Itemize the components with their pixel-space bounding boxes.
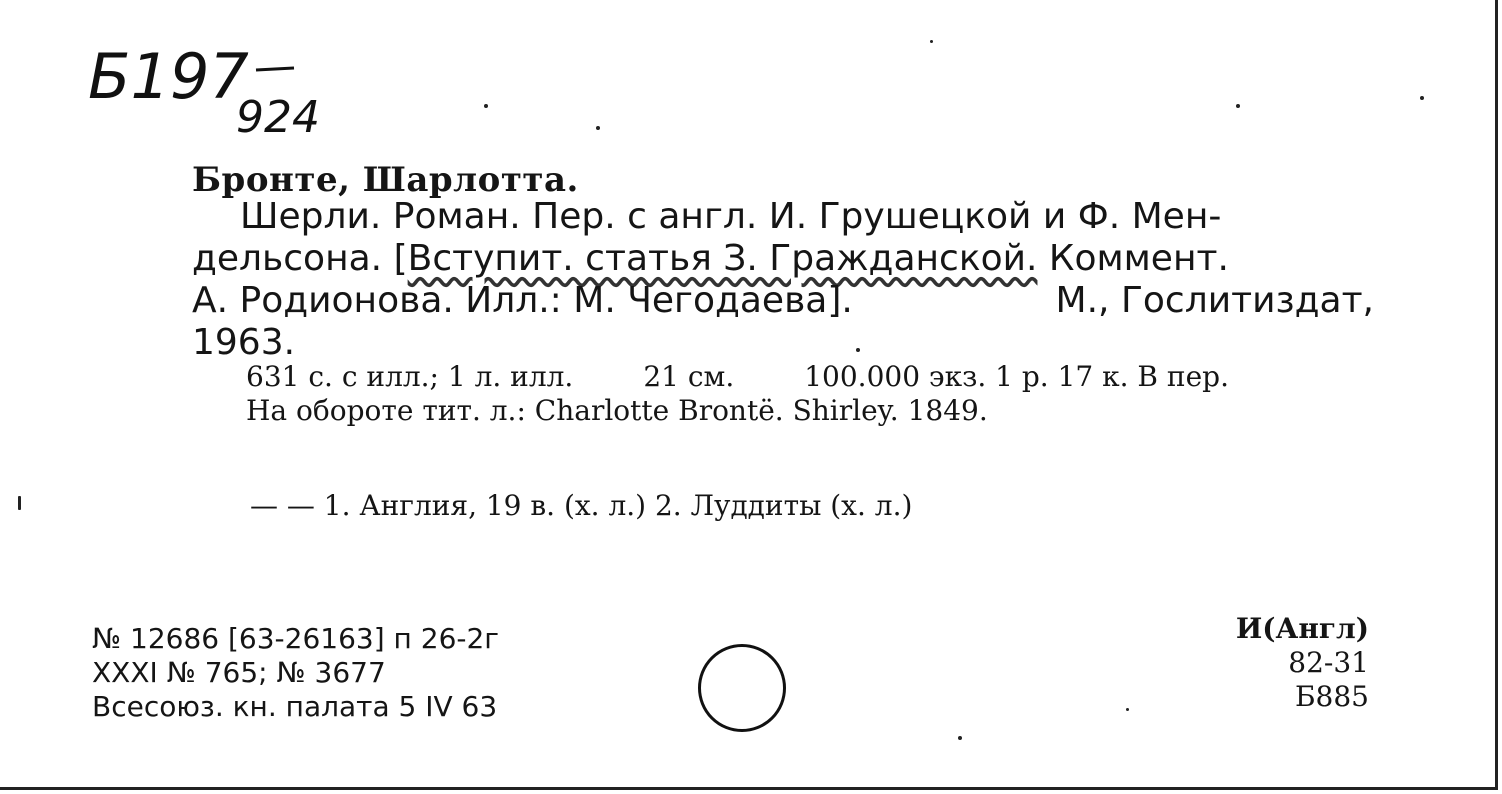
subject-headings: — — 1. Англия, 19 в. (х. л.) 2. Луддиты (х. л.) bbox=[250, 489, 913, 522]
dust-speck bbox=[18, 496, 21, 510]
description-line-3-left: А. Родионова. Илл.: М. Чегодаева]. bbox=[192, 280, 853, 321]
description-line-2-end: Коммент. bbox=[1037, 238, 1229, 279]
description-line-1: Шерли. Роман. Пер. с англ. И. Грушецкой и Ф. Мен- bbox=[240, 196, 1222, 237]
chamber-imprint bbox=[92, 622, 499, 724]
imprint-line: XXXI № 765; № 3677 bbox=[92, 656, 386, 689]
dust-speck bbox=[596, 126, 600, 130]
dust-speck bbox=[1126, 708, 1129, 711]
description-line-3 bbox=[192, 280, 1374, 322]
imprint-line: Всесоюз. кн. палата 5 IV 63 bbox=[92, 690, 498, 723]
classification-number: 82-31 bbox=[1288, 646, 1369, 679]
author-sign: Б885 bbox=[1294, 680, 1369, 713]
collation-row bbox=[246, 360, 1376, 394]
handwritten-shelfmark bbox=[88, 32, 328, 142]
publisher: М., Гослитиздат, bbox=[1055, 280, 1374, 321]
description-line-2 bbox=[192, 238, 1374, 280]
classification-block bbox=[1236, 612, 1369, 714]
author-heading: Бронте, Шарлотта. bbox=[192, 160, 579, 200]
dust-speck bbox=[484, 104, 488, 108]
dust-speck bbox=[856, 348, 860, 352]
description-line-2-start: дельсона. [ bbox=[192, 238, 408, 279]
print-run-price: 100.000 экз. 1 р. 17 к. В пер. bbox=[804, 360, 1229, 393]
dust-speck bbox=[1420, 96, 1424, 100]
pages-extent: 631 с. с илл.; 1 л. илл. bbox=[246, 360, 574, 393]
handwritten-underline-text: Вступит. статья З. Гражданской. bbox=[407, 238, 1038, 279]
dust-speck bbox=[1236, 104, 1240, 108]
classification-code: И(Англ) bbox=[1235, 612, 1369, 645]
imprint-line: № 12686 [63-26163] п 26-2г bbox=[92, 622, 500, 655]
dust-speck bbox=[930, 40, 933, 43]
shelfmark-code: Б197 bbox=[88, 40, 249, 113]
book-size: 21 см. bbox=[643, 360, 735, 393]
punch-hole bbox=[698, 644, 786, 732]
dust-speck bbox=[958, 736, 962, 740]
title-description bbox=[192, 196, 1374, 364]
original-title-note: На обороте тит. л.: Charlotte Brontë. Shirley. 1849. bbox=[246, 394, 988, 427]
publication-year: 1963. bbox=[192, 322, 296, 363]
physical-description bbox=[246, 360, 1376, 428]
shelfmark-number: 924 bbox=[236, 92, 320, 142]
